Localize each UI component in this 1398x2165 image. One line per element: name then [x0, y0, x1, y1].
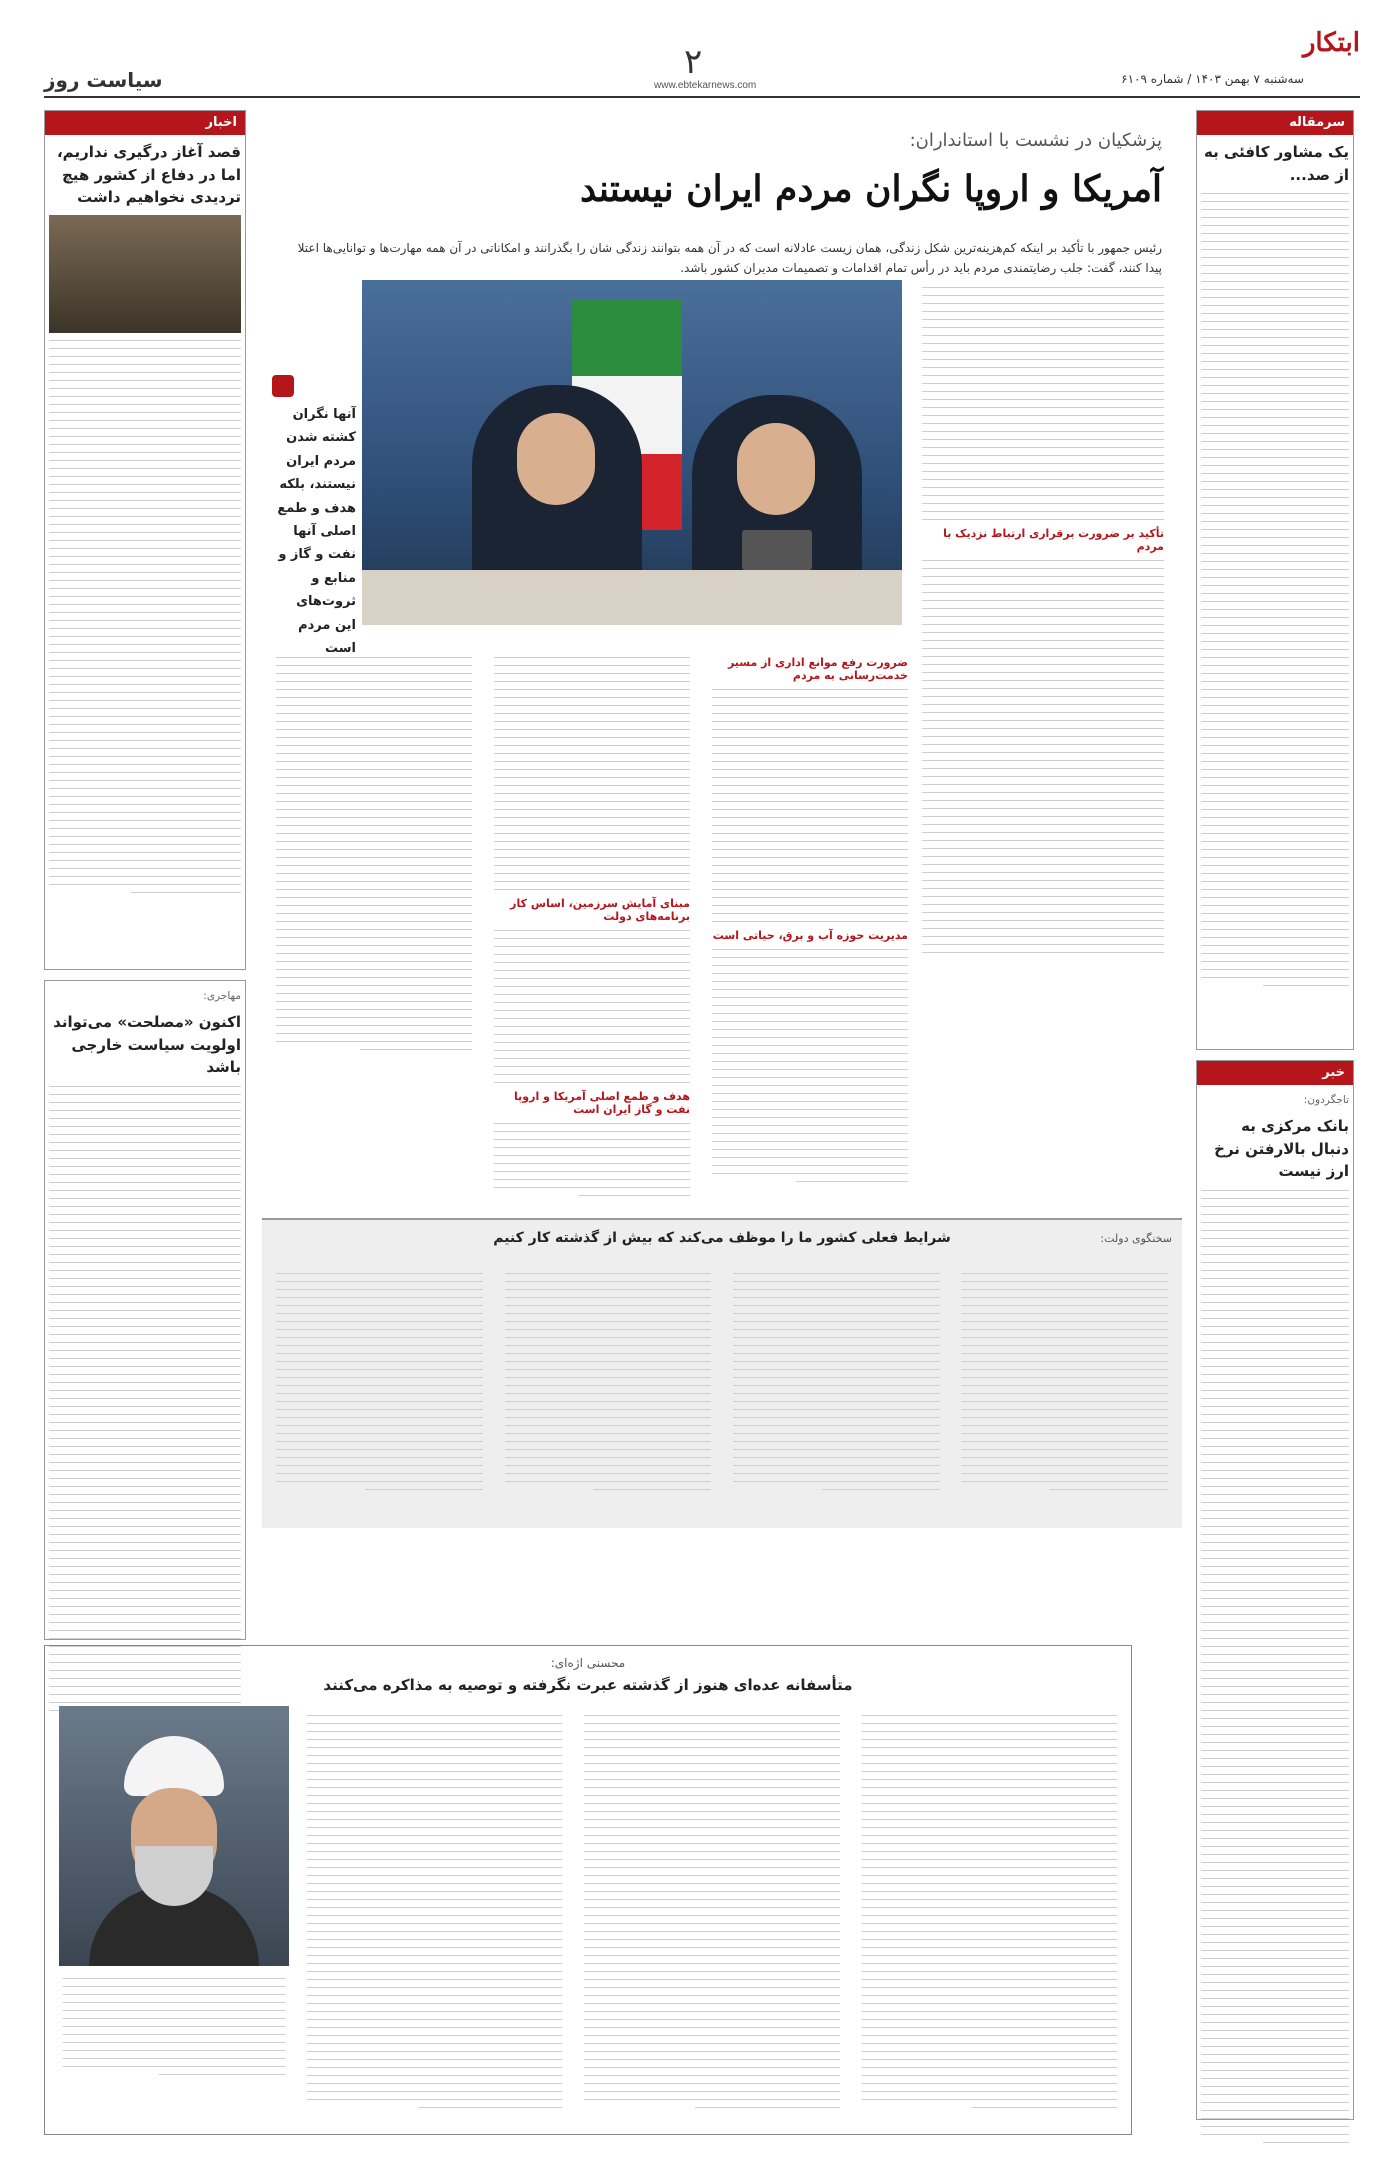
right-column [1196, 110, 1354, 2120]
judiciary-article [44, 1645, 1132, 2135]
editorial-label: سرمقاله [1197, 111, 1353, 135]
president-photo [362, 280, 902, 625]
news-brief-text [45, 340, 245, 893]
opinion-text [45, 1086, 245, 1719]
news-title[interactable]: بانک مرکزی به دنبال بالارفتن نرخ ارز نیست [1214, 1117, 1349, 1181]
opinion-box [44, 980, 246, 1640]
desk [362, 570, 902, 625]
article-column-2 [708, 650, 912, 1203]
subhead-2: ضرورت رفع موانع اداری از مسیر خدمت‌رسانی به مردم [727, 656, 908, 682]
left-column [44, 110, 246, 1640]
article-column-3 [490, 650, 694, 1203]
article-headline[interactable]: آمریکا و اروپا نگران مردم ایران نیستند [580, 168, 1162, 210]
editorial-text [1197, 193, 1353, 986]
subhead-4: مبنای آمایش سرزمین، اساس کار برنامه‌های دولت [510, 897, 690, 923]
news-text [1197, 1190, 1353, 2143]
news-brief-label: اخبار [45, 111, 245, 135]
section-title: سیاست روز [44, 68, 163, 92]
spokesperson-kicker: سخنگوی دولت: [1100, 1232, 1172, 1245]
parliament-photo [49, 215, 241, 333]
spokesperson-article [262, 1218, 1182, 1528]
subhead-1: تأکید بر ضرورت برقراری ارتباط نزدیک با مردم [943, 527, 1164, 553]
pull-quote-text: آنها نگران کشته شدن مردم ایران نیستند، بلکه هدف و طمع اصلی آنها نفت و گاز و منابع و ثروت‌های این مردم است [277, 407, 356, 656]
pull-quote [272, 375, 356, 660]
opinion-kicker: مهاجری: [203, 990, 241, 1002]
news-label: خبر [1197, 1061, 1353, 1085]
subhead-3: مدیریت حوزه آب و برق، حیاتی است [712, 929, 908, 942]
editorial-box [1196, 110, 1354, 1050]
opinion-title[interactable]: اکنون «مصلحت» می‌تواند اولویت سیاست خارجی باشد [53, 1013, 241, 1077]
subhead-5: هدف و طمع اصلی آمریکا و اروپا نفت و گاز ایران است [514, 1090, 690, 1116]
portrait-caption [59, 1971, 289, 2082]
newspaper-logo[interactable]: ابتکار [1302, 28, 1360, 58]
article-lead: رئیس جمهور با تأکید بر اینکه کم‌هزینه‌ترین شکل زندگی، همان زیست عادلانه است که در آن همه بتوانند زندگی شان را بگذرانند و امکاناتی در آن همه مهارت‌ها و توانایی‌ها اعتلا پیدا کنند، گفت: جلب رضایتمندی مردم باید در رأس تمام اقدامات و تصمیمات مدیران کشور باشد. [297, 241, 1162, 276]
judiciary-title[interactable]: متأسفانه عده‌ای هنوز از گذشته عبرت نگرفته و توصیه به مذاکره می‌کنند [323, 1676, 853, 1694]
masthead [44, 28, 1360, 98]
news-brief-box [44, 110, 246, 970]
site-url[interactable]: www.ebtekarnews.com [654, 80, 757, 91]
news-kicker: تاجگردون: [1303, 1094, 1349, 1106]
quote-icon [272, 375, 294, 397]
article-column-4 [272, 650, 476, 1203]
editorial-title[interactable]: یک مشاور کافئی به از صد... [1203, 143, 1349, 184]
article-kicker: پزشکیان در نشست با استانداران: [909, 130, 1162, 151]
page-number: ۲ [684, 42, 703, 82]
news-box [1196, 1060, 1354, 2120]
cleric-portrait [59, 1706, 289, 1966]
spokesperson-title[interactable]: شرایط فعلی کشور ما را موظف می‌کند که بیش از گذشته کار کنیم [493, 1230, 951, 1246]
news-brief-title[interactable]: قصد آغاز درگیری نداریم، اما در دفاع از کشور هیچ تردیدی نخواهیم داشت [56, 143, 241, 206]
laptop-icon [742, 530, 812, 570]
issue-date: سه‌شنبه ۷ بهمن ۱۴۰۳ / شماره ۶۱۰۹ [1121, 72, 1304, 86]
judiciary-kicker: محسنی اژه‌ای: [550, 1656, 626, 1670]
article-body-columns [262, 650, 1182, 1203]
